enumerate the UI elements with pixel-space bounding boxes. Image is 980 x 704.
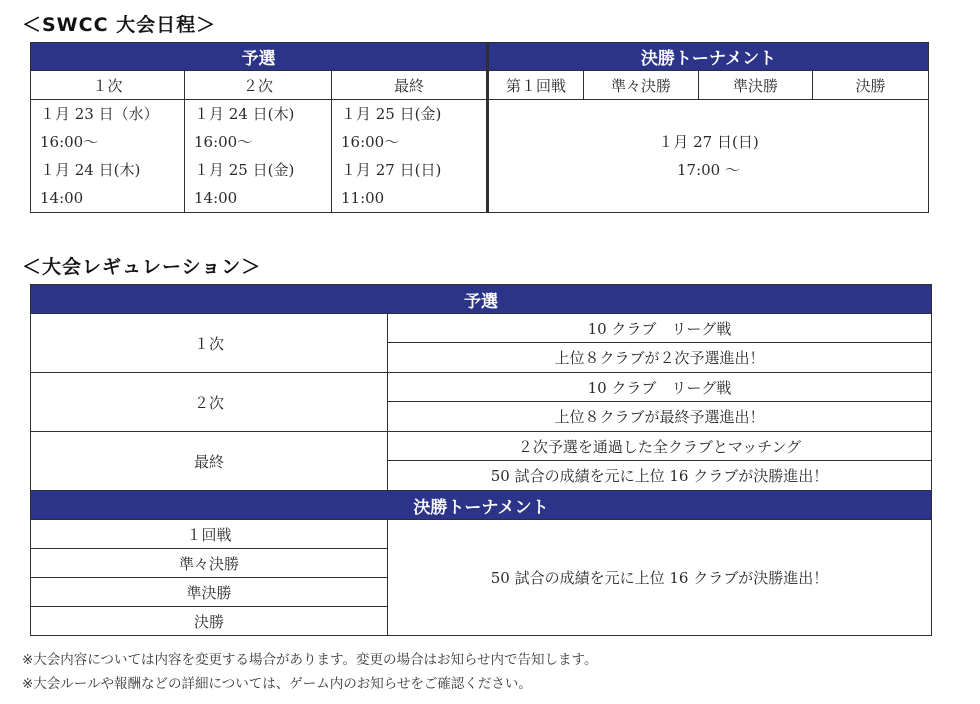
regulation-qualifier-header: 予選	[31, 285, 932, 314]
end-time: 14:00	[194, 189, 238, 207]
round-1-dates	[31, 100, 185, 213]
regulation-final-round: １回戦	[31, 520, 388, 549]
regulation-final-round: 準決勝	[31, 578, 388, 607]
end-date: １月 27 日(日)	[341, 161, 442, 179]
regulation-round: １次	[31, 314, 388, 373]
regulation-rule: 上位８クラブが２次予選進出！	[388, 343, 932, 373]
final-round-label: 第１回戦	[488, 71, 584, 100]
regulation-title: ＜大会レギュレーション＞	[22, 256, 262, 278]
start-date: １月 24 日(木)	[194, 105, 295, 123]
end-date: １月 25 日(金)	[194, 161, 295, 179]
schedule-table	[30, 42, 929, 213]
schedule-qualifier-header: 予選	[31, 43, 488, 71]
start-time: 16:00～	[341, 133, 400, 151]
final-round-label: 準決勝	[699, 71, 813, 100]
final-round-label: 決勝	[813, 71, 929, 100]
notice-text: ※大会ルールや報酬などの詳細については、ゲーム内のお知らせをご確認ください。	[22, 676, 532, 692]
regulation-round: 最終	[31, 432, 388, 491]
regulation-rule: 上位８クラブが最終予選進出！	[388, 402, 932, 432]
regulation-rule: 10 クラブ リーグ戦	[388, 373, 932, 402]
regulation-table	[30, 284, 932, 636]
notice-text: ※大会内容については内容を変更する場合があります。変更の場合はお知らせ内で告知します。	[22, 652, 598, 668]
start-time: 16:00～	[40, 133, 99, 151]
round-label: 最終	[332, 71, 488, 100]
regulation-final-rule: 50 試合の成績を元に上位 16 クラブが決勝進出！	[388, 520, 932, 636]
schedule-title: ＜SWCC 大会日程＞	[22, 14, 217, 36]
final-round-label: 準々決勝	[584, 71, 699, 100]
final-date: １月 27 日(日)	[658, 133, 759, 151]
regulation-final-round: 準々決勝	[31, 549, 388, 578]
start-time: 16:00～	[194, 133, 253, 151]
regulation-rule: 10 クラブ リーグ戦	[388, 314, 932, 343]
regulation-round: ２次	[31, 373, 388, 432]
start-date: １月 25 日(金)	[341, 105, 442, 123]
end-date: １月 24 日(木)	[40, 161, 141, 179]
regulation-final-round: 決勝	[31, 607, 388, 636]
round-label: ２次	[185, 71, 332, 100]
round-final-dates	[332, 100, 488, 213]
start-date: １月 23 日（水）	[40, 105, 159, 123]
regulation-rule: 50 試合の成績を元に上位 16 クラブが決勝進出！	[388, 461, 932, 491]
round-label: １次	[31, 71, 185, 100]
schedule-final-header: 決勝トーナメント	[488, 43, 929, 71]
regulation-rule: ２次予選を通過した全クラブとマッチング	[388, 432, 932, 461]
final-time: 17:00 ～	[677, 161, 740, 179]
final-date-cell	[488, 100, 929, 213]
regulation-final-header: 決勝トーナメント	[31, 491, 932, 520]
round-2-dates	[185, 100, 332, 213]
end-time: 14:00	[40, 189, 84, 207]
end-time: 11:00	[341, 189, 385, 207]
